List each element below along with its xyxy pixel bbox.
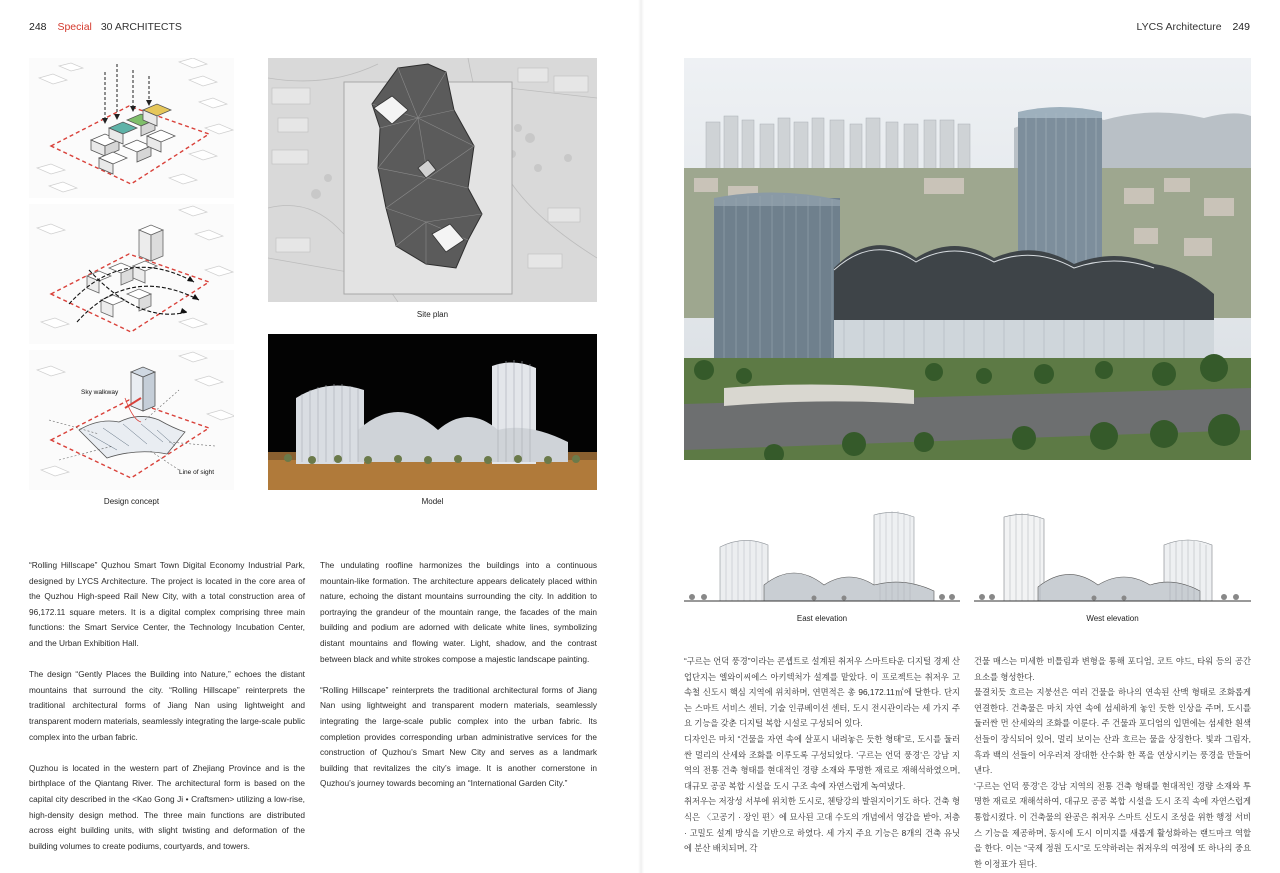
model-photo (268, 334, 597, 490)
right-page-number: 249 (1232, 21, 1250, 33)
kr-paragraph: “구르는 언덕 풍경”이라는 콘셉트로 설계된 취저우 스마트타운 디지털 경제 산업단지는 엘와이씨에스 아키텍처가 설계를 맡았다. 이 프로젝트는 취저우 고속철 신도시 핵심 지역에 위치하며, 연면적은 총 96,172.11㎡에 달한다. 단지는 스마트 서비스 센터, 기술 인큐베이션 센터, 도시 전시관이라는 세 가지 주요 기능을 갖춘 디지털 복합 시설로 구성되어 있다. (684, 656, 960, 729)
kr-paragraph: 디자인은 마치 “건물을 자연 속에 살포시 내려놓은 듯한 형태”로, 도시를 둘러싼 멀리의 산세와 조화를 이루도록 구성되었다. ‘구르는 언덕 풍경’은 강남 지역의 전통 건축 형태를 현대적인 경량 소재와 투명한 재료로 재해석하였으며, 대규모 공공 복합 시설을 도시 구조 속에 자연스럽게 녹여냈다. (684, 733, 960, 791)
design-concept-diagram (29, 58, 234, 490)
kr-paragraph: 물결치듯 흐르는 지붕선은 여러 건물을 하나의 연속된 산맥 형태로 조화롭게 연결한다. 건축물은 마치 자연 속에 섬세하게 놓인 듯한 인상을 주며, 도시를 둘러싼 먼 산세와의 조화를 이룬다. 주 건물과 포디엄의 입면에는 섬세한 흰색 선들이 장식되어 있어, 멀리 보이는 산과 흐르는 물을 상징한다. 빛과 그림자, 흑과 백의 선들이 어우러져 장대한 산수화 한 폭을 연상시키는 풍경을 만들어낸다. (974, 687, 1251, 776)
aerial-photo (684, 58, 1251, 460)
en-paragraph: “Rolling Hillscape” reinterprets the traditional architectural forms of Jiang Nan using lightweight and transparent modern materials, seamlessly integrating the large-scale public complex into the urban fabric. Its completion provides corresponding urban administrative services for the construction of Quzhou’s Smart New City and serves as a landmark building that revitalizes the city’s image. It is another cornerstone in Quzhou’s journey towards becoming an “International Garden City.” (320, 684, 597, 789)
firm-name: LYCS Architecture (1136, 21, 1222, 33)
section-label: Special (57, 21, 92, 33)
korean-column-1 (684, 654, 960, 857)
aerial-photo-figure (684, 58, 1251, 460)
kr-paragraph: ‘구르는 언덕 풍경’은 강남 지역의 전통 건축 형태를 현대적인 경량 소재와 투명한 재료로 재해석하여, 대규모 공공 복합 시설을 도시 조직 속에 자연스럽게 통합시켰다. 이 건축물의 완공은 취저우 스마트 신도시 조성을 위한 행정 서비스 기능을 제공하며, 동시에 도시 이미지를 새롭게 활성화하는 랜드마크 역할을 한다. 이는 “국제 정원 도시”로 도약하려는 취저우의 여정에 또 하나의 중요한 이정표가 된다. (974, 780, 1251, 869)
site-plan-drawing (268, 58, 597, 302)
west-elevation-drawing (974, 505, 1251, 607)
sky-walkway-label: Sky walkway (81, 389, 119, 396)
left-page-number: 248 (29, 21, 47, 33)
en-paragraph: The design “Gently Places the Building into Nature,” echoes the distant mountains that surround the city. “Rolling Hillscape” reinterprets the traditional architectural forms of Jiang Nan using lightweight and transparent modern materials, seamlessly integrating the large-scale public complex into the urban fabric. (29, 669, 305, 742)
model-figure (268, 334, 597, 490)
west-elevation-caption: West elevation (1086, 614, 1139, 623)
kr-paragraph: 취저우는 저장성 서부에 위치한 도시로, 첸탕강의 발원지이기도 하다. 건축 형식은 〈고공기 · 장인 편〉에 묘사된 고대 수도의 개념에서 영감을 받아, 저층 · 고밀도 설계 방식을 기반으로 하였다. 세 가지 주요 기능은 8개의 건축 유닛에 분산 배치되며, 각 (684, 796, 960, 854)
english-column-2 (320, 558, 597, 792)
west-elevation-figure (974, 505, 1251, 607)
en-paragraph: The undulating roofline harmonizes the buildings into a continuous mountain-like formation. The architecture appears delicately placed within nature, echoing the distant mountains surrounding the city. In addition to portraying the grandeur of the mountain range, the facades of the main building and podium are adorned with delicate white lines, symbolizing distant mountains and flowing water. Light, shadow, and the contrast between black and white strokes compose a majestic landscape painting. (320, 560, 597, 664)
en-paragraph: “Rolling Hillscape” Quzhou Smart Town Digital Economy Industrial Park, designed by LYCS Architecture. The project is located in the core area of the Quzhou High-speed Rail New City, with a total construction area of 96,172.11 square meters. It is a digital complex comprising three main functions: the Smart Service Center, the Technology Incubation Center, and the Urban Exhibition Hall. (29, 560, 305, 648)
east-elevation-caption: East elevation (796, 614, 848, 623)
english-column-1 (29, 558, 305, 854)
site-plan-figure (268, 58, 597, 302)
concept-panel-3 (29, 350, 234, 490)
right-page-header (1137, 21, 1250, 33)
east-elevation-figure (684, 505, 960, 607)
design-concept-caption: Design concept (103, 497, 160, 506)
east-elevation-drawing (684, 505, 960, 607)
kr-paragraph: 건물 매스는 미세한 비틀림과 변형을 통해 포디엄, 코트 야드, 타워 등의 공간 요소를 형성한다. (974, 656, 1251, 682)
concept-panel-2 (29, 204, 234, 344)
model-caption: Model (421, 497, 444, 506)
korean-column-2 (974, 654, 1251, 872)
series-title: 30 ARCHITECTS (100, 21, 182, 33)
left-page-header (29, 21, 182, 33)
en-paragraph: Quzhou is located in the western part of Zhejiang Province and is the birthplace of the Qiantang River. The architectural form is based on the capital city described in the <Kao Gong Ji • Craftsmen> utilizing a low-rise, high-density design method. The three main functions are distributed across eight building units, with slight twisting and deformation of the building volumes to create podiums, courtyards, and towers. (29, 762, 305, 851)
line-of-sight-label: Line of sight (179, 469, 215, 476)
site-plan-caption: Site plan (416, 310, 449, 319)
page-gutter (638, 0, 644, 873)
concept-panel-1 (29, 58, 234, 198)
design-concept-figure (29, 58, 234, 490)
